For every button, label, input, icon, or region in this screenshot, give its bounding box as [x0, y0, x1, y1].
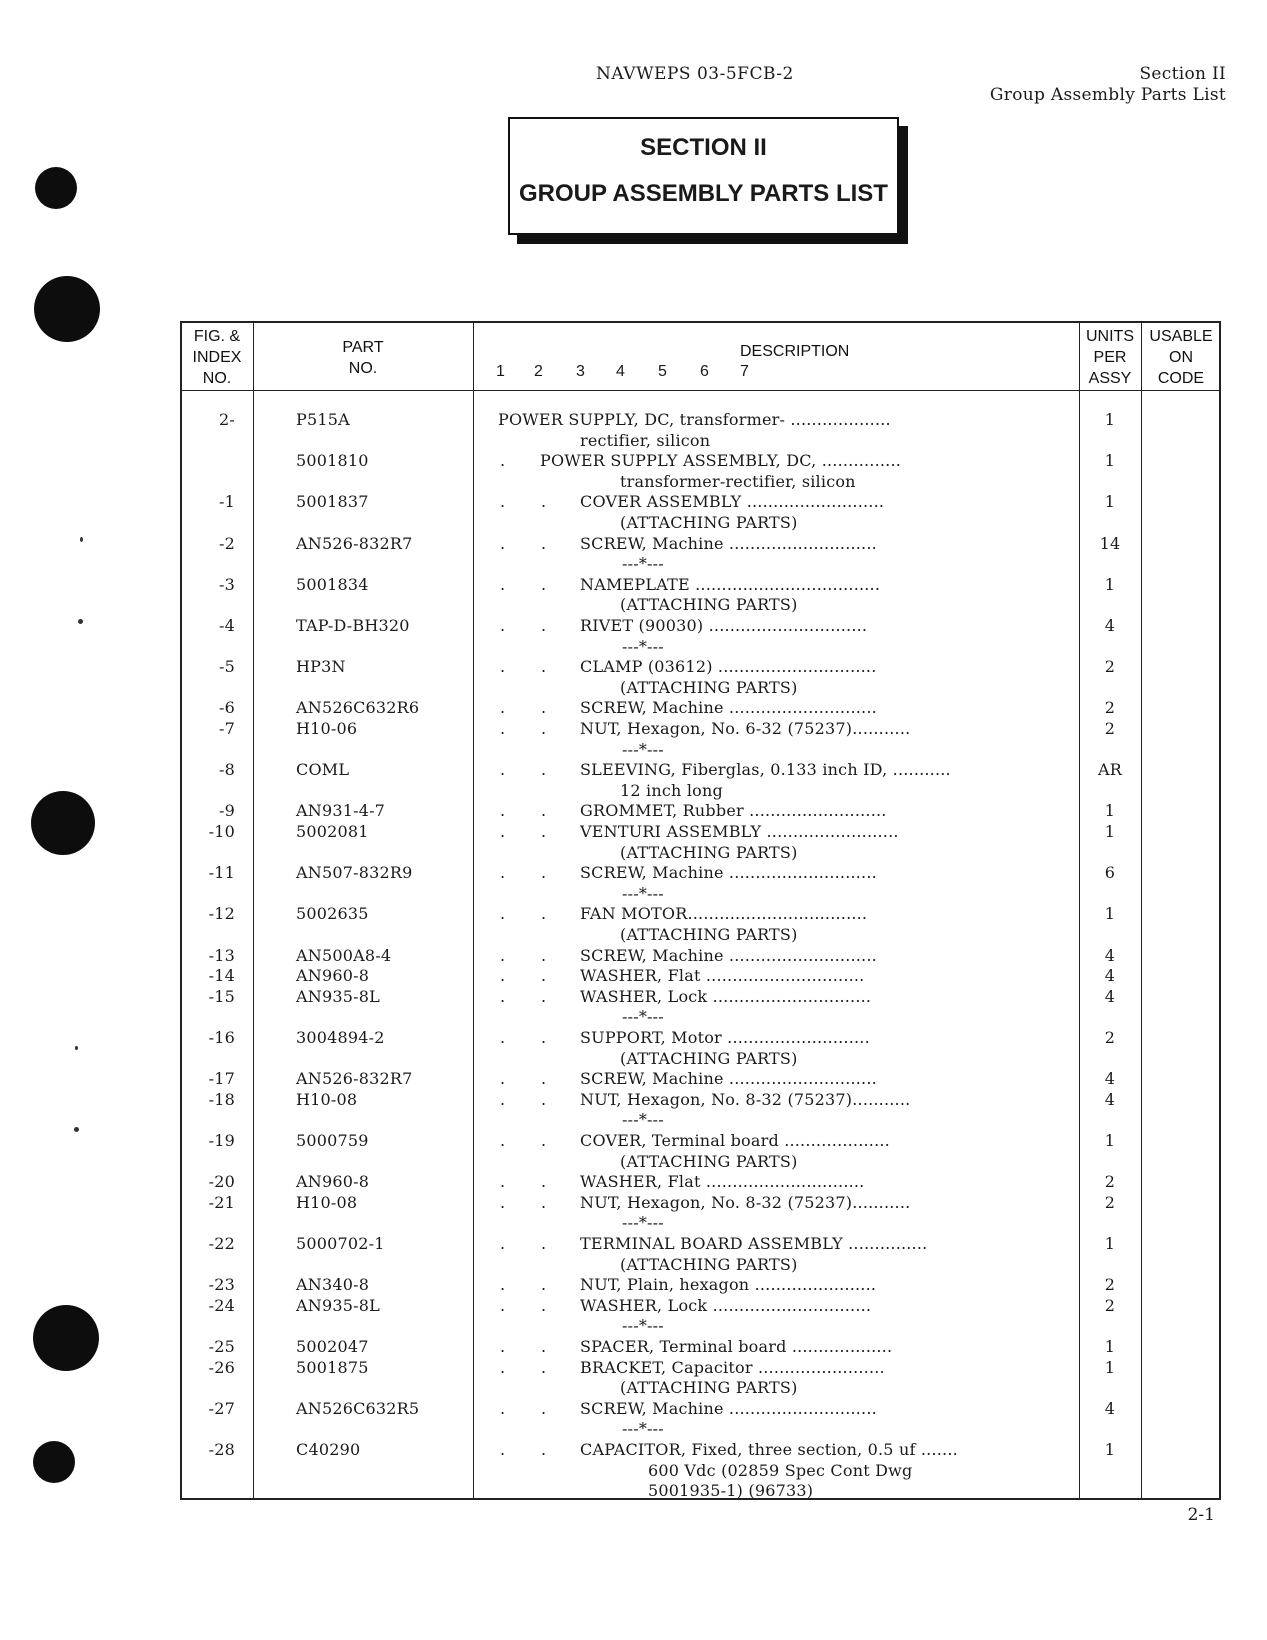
indent-dot: . [500, 1089, 506, 1109]
binder-hole [33, 1441, 75, 1483]
item-description: POWER SUPPLY, DC, transformer- ................... [498, 410, 891, 429]
units-per-assy: 4 [1104, 945, 1116, 965]
units-per-assy: 1 [1104, 1337, 1116, 1356]
indent-dot: . [500, 451, 506, 471]
indent-dot: . [500, 533, 506, 553]
units-per-assy: AR [1097, 760, 1122, 780]
units-per-assy: 4 [1104, 1398, 1116, 1418]
index-no: -26 [208, 1357, 235, 1377]
indent-dot: . [500, 1398, 506, 1418]
indent-dot: . [541, 1398, 547, 1418]
part-no: C40290 [296, 1440, 361, 1459]
indent-dot: . [541, 801, 547, 821]
section-title-box [508, 117, 899, 235]
indent-dot: . [541, 945, 547, 965]
indent-dot: . [500, 986, 506, 1006]
item-description: SPACER, Terminal board ................... [580, 1337, 893, 1356]
part-no: 3004894-2 [296, 1028, 385, 1047]
item-description: CLAMP (03612) .............................. [580, 657, 877, 677]
item-description: SCREW, Machine ............................ [580, 1069, 877, 1089]
indent-dot: . [500, 1337, 506, 1356]
item-description: WASHER, Lock .............................. [580, 986, 872, 1006]
indent-dot: . [500, 492, 506, 512]
indent-dot: . [500, 1192, 506, 1212]
indent-level: 4 [616, 363, 625, 380]
part-no: 5002081 [296, 822, 369, 841]
indent-dot: . [541, 863, 547, 883]
running-header [990, 64, 1226, 106]
attaching-parts-end: ---*--- [622, 1007, 664, 1027]
indent-dot: . [500, 698, 506, 718]
indent-dot: . [541, 1295, 547, 1315]
binder-hole [31, 791, 95, 855]
description-continuation: (ATTACHING PARTS) [620, 1254, 798, 1274]
index-no: -3 [219, 574, 235, 594]
indent-dot: . [500, 801, 506, 821]
item-description: NUT, Hexagon, No. 8-32 (75237)........... [580, 1192, 911, 1212]
units-per-assy: 1 [1104, 801, 1116, 821]
part-no: AN500A8-4 [296, 945, 392, 965]
units-per-assy: 1 [1104, 1357, 1116, 1377]
indent-level: 5 [658, 363, 667, 380]
scan-speck [78, 619, 83, 624]
item-description: SCREW, Machine ............................ [580, 945, 877, 965]
units-per-assy: 4 [1104, 1089, 1116, 1109]
part-no: AN526-832R7 [296, 1069, 413, 1089]
indent-dot: . [541, 904, 547, 924]
indent-dot: . [500, 760, 506, 780]
part-no: H10-06 [296, 719, 358, 738]
units-per-assy: 2 [1104, 1028, 1116, 1047]
part-no: 5001875 [296, 1357, 369, 1377]
item-description: POWER SUPPLY ASSEMBLY, DC, ............... [540, 451, 902, 471]
indent-dot: . [541, 492, 547, 512]
indent-dot: . [541, 1069, 547, 1089]
units-per-assy: 1 [1104, 904, 1116, 924]
indent-dot: . [500, 1295, 506, 1315]
item-description: FAN MOTOR.................................. [580, 904, 868, 924]
item-description: NUT, Hexagon, No. 8-32 (75237)........... [580, 1089, 911, 1109]
description-continuation: (ATTACHING PARTS) [620, 1378, 798, 1398]
page-number: 2-1 [1187, 1505, 1215, 1525]
units-per-assy: 2 [1104, 1295, 1116, 1315]
description-continuation: (ATTACHING PARTS) [620, 595, 798, 615]
part-no: HP3N [296, 657, 346, 677]
attaching-parts-end: ---*--- [622, 636, 664, 656]
indent-dot: . [500, 1069, 506, 1089]
index-no: -4 [219, 616, 235, 635]
description-continuation: (ATTACHING PARTS) [620, 677, 798, 697]
units-per-assy: 1 [1104, 822, 1116, 841]
indent-dot: . [541, 1440, 547, 1459]
part-no: 5000702-1 [296, 1234, 385, 1253]
item-description: NUT, Hexagon, No. 6-32 (75237)........... [580, 719, 911, 738]
section-heading: GROUP ASSEMBLY PARTS LIST [519, 180, 888, 207]
part-no: H10-08 [296, 1089, 358, 1109]
indent-level: 6 [700, 363, 709, 380]
indent-dot: . [541, 1028, 547, 1047]
indent-dot: . [541, 533, 547, 553]
units-per-assy: 2 [1104, 698, 1116, 718]
indent-dot: . [500, 822, 506, 841]
units-per-assy: 4 [1104, 966, 1116, 986]
description-continuation: transformer-rectifier, silicon [620, 471, 856, 491]
indent-dot: . [541, 574, 547, 594]
item-description: SLEEVING, Fiberglas, 0.133 inch ID, ........... [580, 760, 951, 780]
item-description: CAPACITOR, Fixed, three section, 0.5 uf ....... [580, 1440, 958, 1459]
binder-hole [35, 167, 77, 209]
item-description: WASHER, Lock .............................. [580, 1295, 872, 1315]
attaching-parts-end: ---*--- [622, 554, 664, 574]
indent-dot: . [541, 1337, 547, 1356]
units-per-assy: 2 [1104, 1192, 1116, 1212]
part-no: AN931-4-7 [296, 801, 386, 821]
indent-dot: . [500, 1172, 506, 1192]
part-no: 5002635 [296, 904, 369, 924]
item-description: NUT, Plain, hexagon ....................... [580, 1275, 877, 1295]
description-continuation: (ATTACHING PARTS) [620, 1048, 798, 1068]
indent-dot: . [500, 966, 506, 986]
index-no: -27 [208, 1398, 235, 1418]
indent-level: 3 [576, 363, 585, 380]
item-description: BRACKET, Capacitor ........................ [580, 1357, 885, 1377]
units-per-assy: 1 [1104, 1440, 1116, 1459]
index-no: -1 [219, 492, 235, 512]
index-no: -13 [208, 945, 235, 965]
units-per-assy: 1 [1104, 574, 1116, 594]
index-no: -23 [208, 1275, 235, 1295]
index-no: 2- [219, 410, 235, 429]
description-continuation: (ATTACHING PARTS) [620, 513, 798, 532]
indent-level: 1 [496, 363, 505, 380]
index-no: -18 [208, 1089, 235, 1109]
indent-dot: . [541, 1131, 547, 1150]
column-rule [253, 321, 254, 1500]
item-description: RIVET (90030) .............................. [580, 616, 868, 635]
part-no: AN960-8 [296, 1172, 370, 1192]
units-per-assy: 4 [1104, 986, 1116, 1006]
item-description: COVER, Terminal board .................... [580, 1131, 890, 1150]
column-rule [1079, 321, 1080, 1500]
section-subtitle: Group Assembly Parts List [989, 85, 1226, 105]
part-no: AN340-8 [296, 1275, 370, 1295]
units-per-assy: 6 [1104, 863, 1116, 883]
indent-dot: . [500, 1234, 506, 1253]
indent-dot: . [500, 945, 506, 965]
indent-dot: . [541, 1234, 547, 1253]
header-description: DESCRIPTION [740, 343, 850, 360]
section-label: Section II [1139, 64, 1226, 84]
item-description: WASHER, Flat .............................. [580, 1172, 865, 1192]
part-no: AN526C632R6 [296, 698, 420, 718]
item-description: SCREW, Machine ............................ [580, 1398, 877, 1418]
item-description: TERMINAL BOARD ASSEMBLY ............... [580, 1234, 928, 1253]
description-continuation: 5001935-1) (96733) [648, 1481, 814, 1501]
index-no: -7 [219, 719, 235, 738]
units-per-assy: 1 [1104, 1234, 1116, 1253]
units-per-assy: 1 [1104, 492, 1116, 512]
item-description: VENTURI ASSEMBLY ......................... [580, 822, 899, 841]
indent-dot: . [541, 1357, 547, 1377]
index-no: -20 [208, 1172, 235, 1192]
attaching-parts-end: ---*--- [622, 1213, 664, 1233]
section-title: SECTION II [640, 134, 767, 161]
index-no: -17 [208, 1069, 235, 1089]
item-description: COVER ASSEMBLY .......................... [580, 492, 885, 512]
units-per-assy: 1 [1104, 1131, 1116, 1150]
index-no: -24 [208, 1295, 235, 1315]
indent-dot: . [541, 1275, 547, 1295]
units-per-assy: 14 [1099, 533, 1121, 553]
indent-dot: . [500, 904, 506, 924]
header-part-no: PART NO. [342, 339, 384, 377]
description-continuation: (ATTACHING PARTS) [620, 842, 798, 862]
index-no: -21 [208, 1192, 235, 1212]
indent-dot: . [500, 1440, 506, 1459]
attaching-parts-end: ---*--- [622, 1316, 664, 1336]
part-no: 5000759 [296, 1131, 369, 1150]
indent-dot: . [541, 657, 547, 677]
part-no: H10-08 [296, 1192, 358, 1212]
units-per-assy: 1 [1104, 410, 1116, 429]
description-continuation: 12 inch long [620, 780, 723, 800]
indent-level: 2 [534, 363, 543, 380]
index-no: -16 [208, 1028, 235, 1047]
indent-dot: . [541, 1192, 547, 1212]
binder-hole [33, 1305, 99, 1371]
part-no: 5001837 [296, 492, 369, 512]
part-no: AN935-8L [296, 986, 380, 1006]
indent-dot: . [541, 698, 547, 718]
units-per-assy: 2 [1104, 719, 1116, 738]
item-description: GROMMET, Rubber .......................... [580, 801, 887, 821]
indent-dot: . [541, 1172, 547, 1192]
index-no: -15 [208, 986, 235, 1006]
index-no: -9 [219, 801, 235, 821]
part-no: P515A [296, 410, 350, 429]
index-no: -28 [208, 1440, 235, 1459]
indent-dot: . [500, 1028, 506, 1047]
index-no: -14 [208, 966, 235, 986]
units-per-assy: 4 [1104, 616, 1116, 635]
scan-speck [74, 1127, 79, 1132]
item-description: SUPPORT, Motor ........................... [580, 1028, 870, 1047]
index-no: -22 [208, 1234, 235, 1253]
item-description: SCREW, Machine ............................ [580, 863, 877, 883]
part-no: AN960-8 [296, 966, 370, 986]
indent-dot: . [500, 719, 506, 738]
part-no: TAP-D-BH320 [296, 616, 410, 635]
part-no: COML [296, 760, 350, 780]
indent-dot: . [541, 719, 547, 738]
description-continuation: 600 Vdc (02859 Spec Cont Dwg [648, 1460, 913, 1480]
indent-dot: . [541, 966, 547, 986]
indent-level: 7 [740, 363, 749, 380]
attaching-parts-end: ---*--- [622, 1110, 664, 1130]
index-no: -19 [208, 1131, 235, 1150]
index-no: -11 [208, 863, 235, 883]
indent-dot: . [500, 657, 506, 677]
description-continuation: (ATTACHING PARTS) [620, 1151, 798, 1171]
column-rule [1141, 321, 1142, 1500]
units-per-assy: 1 [1104, 451, 1116, 471]
binder-hole [34, 276, 100, 342]
units-per-assy: 2 [1104, 657, 1116, 677]
description-continuation: rectifier, silicon [580, 430, 711, 450]
header-rule [180, 390, 1221, 391]
indent-dot: . [500, 574, 506, 594]
part-no: AN526C632R5 [296, 1398, 420, 1418]
attaching-parts-end: ---*--- [622, 883, 664, 903]
part-no: 5001810 [296, 451, 369, 471]
description-continuation: (ATTACHING PARTS) [620, 925, 798, 944]
indent-dot: . [500, 616, 506, 635]
part-no: 5002047 [296, 1337, 369, 1356]
units-per-assy: 4 [1104, 1069, 1116, 1089]
part-no: AN507-832R9 [296, 863, 413, 883]
header-units-per-assy: UNITS PER ASSY [1086, 328, 1134, 387]
indent-dot: . [541, 1089, 547, 1109]
document-number: NAVWEPS 03-5FCB-2 [596, 64, 794, 84]
index-no: -10 [208, 822, 235, 841]
part-no: AN526-832R7 [296, 533, 413, 553]
part-no: 5001834 [296, 574, 369, 594]
index-no: -12 [208, 904, 235, 924]
item-description: SCREW, Machine ............................ [580, 533, 877, 553]
scan-speck [75, 1046, 78, 1050]
index-no: -6 [219, 698, 235, 718]
scan-speck [80, 537, 83, 542]
indent-dot: . [541, 616, 547, 635]
item-description: NAMEPLATE ................................... [580, 574, 881, 594]
index-no: -5 [219, 657, 235, 677]
attaching-parts-end: ---*--- [622, 1419, 664, 1439]
item-description: SCREW, Machine ............................ [580, 698, 877, 718]
part-no: AN935-8L [296, 1295, 380, 1315]
header-fig-index: FIG. & INDEX NO. [192, 328, 242, 387]
indent-dot: . [541, 822, 547, 841]
attaching-parts-end: ---*--- [622, 739, 664, 759]
index-no: -2 [219, 533, 235, 553]
index-no: -8 [219, 760, 235, 780]
indent-dot: . [500, 863, 506, 883]
units-per-assy: 2 [1104, 1172, 1116, 1192]
item-description: WASHER, Flat .............................. [580, 966, 865, 986]
header-usable-on-code: USABLE ON CODE [1149, 328, 1213, 387]
column-rule [473, 321, 474, 1500]
indent-dot: . [500, 1357, 506, 1377]
indent-dot: . [500, 1131, 506, 1150]
units-per-assy: 2 [1104, 1275, 1116, 1295]
indent-dot: . [541, 986, 547, 1006]
indent-dot: . [500, 1275, 506, 1295]
indent-dot: . [541, 760, 547, 780]
index-no: -25 [208, 1337, 235, 1356]
